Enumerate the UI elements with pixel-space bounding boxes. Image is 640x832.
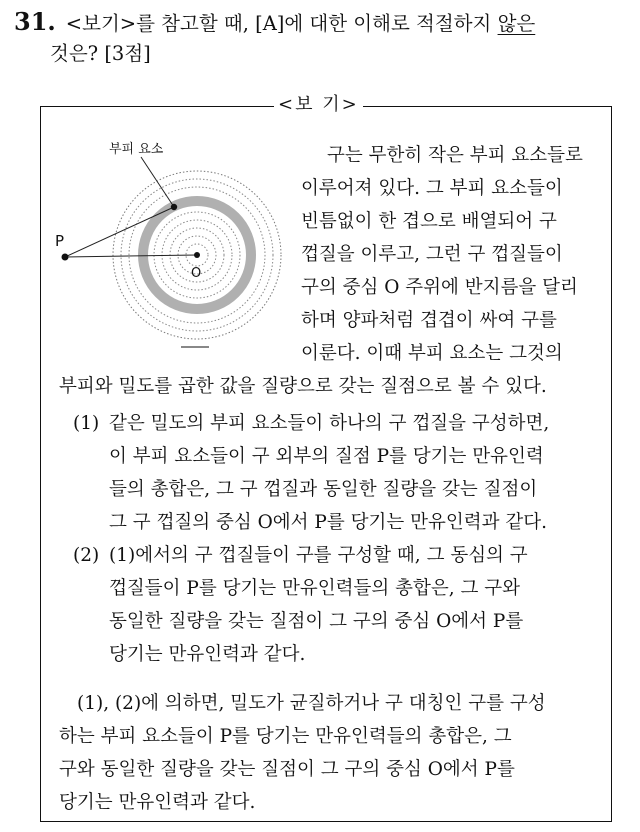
- question-line-1: [14, 8, 614, 38]
- question-stem: [14, 8, 614, 68]
- question-number: 31.: [14, 7, 56, 36]
- intro-line: 하며 양파처럼 겹겹이 싸여 구를: [301, 310, 557, 331]
- intro-line-full: 부피와 밀도를 곱한 값을 질량으로 갖는 질점으로 볼 수 있다.: [59, 376, 547, 397]
- intro-line: 구의 중심 O 주위에 반지름을 달리: [301, 277, 578, 298]
- bogi-box: [40, 94, 612, 822]
- item-line: (1)에서의 구 껍질들이 구를 구성할 때, 그 동심의 구: [109, 545, 528, 566]
- item-line: 들의 총합은, 그 구 껍질과 동일한 질량을 갖는 질점이: [109, 479, 538, 500]
- conclusion-paragraph: [59, 687, 607, 819]
- conclusion-line: (1), (2)에 의하면, 밀도가 균질하거나 구 대칭인 구를 구성: [77, 693, 546, 714]
- item-body: [109, 539, 609, 671]
- conclusion-line: 당기는 만유인력과 같다.: [59, 792, 256, 813]
- sphere-diagram: [49, 133, 309, 369]
- volume-element-label: 부피 요소: [109, 142, 164, 157]
- condition-item-2: [73, 539, 609, 671]
- line-p-to-element: [65, 207, 174, 257]
- intro-line: 구는 무한히 작은 부피 요소들로: [327, 145, 583, 166]
- question-text: <보기>를 참고할 때, [A]에 대한 이해로 적절하지: [65, 12, 498, 35]
- intro-line: 빈틈없이 한 겹으로 배열되어 구: [301, 211, 557, 232]
- item-line: 이 부피 요소들이 구 외부의 질점 P를 당기는 만유인력: [109, 446, 544, 467]
- point-p-dot: [62, 254, 69, 261]
- intro-paragraph-right: [301, 139, 613, 370]
- item-line: 당기는 만유인력과 같다.: [109, 644, 306, 665]
- center-o-label: O: [191, 266, 202, 281]
- intro-line: 껍질을 이루고, 그런 구 껍질들이: [301, 244, 563, 265]
- volume-element-dot: [171, 204, 177, 210]
- item-line: 같은 밀도의 부피 요소들이 하나의 구 껍질을 구성하면,: [109, 413, 550, 434]
- condition-item-1: [73, 407, 609, 539]
- item-line: 껍질들이 P를 당기는 만유인력들의 총합은, 그 구와: [109, 578, 521, 599]
- conclusion-line: 구와 동일한 질량을 갖는 질점이 그 구의 중심 O에서 P를: [59, 759, 515, 780]
- intro-line: 이룬다. 이때 부피 요소는 그것의: [301, 343, 563, 364]
- item-mark: (2): [73, 545, 100, 566]
- question-negation: 않은: [497, 12, 536, 35]
- bogi-title: <보 기>: [274, 91, 363, 119]
- conclusion-line: 하는 부피 요소들이 P를 당기는 만유인력들의 총합은, 그: [59, 726, 512, 747]
- item-line: 그 구 껍질의 중심 O에서 P를 당기는 만유인력과 같다.: [109, 512, 547, 533]
- item-line: 동일한 질량을 갖는 질점이 그 구의 중심 O에서 P를: [109, 611, 524, 632]
- point-p-label: P: [55, 232, 65, 250]
- question-line-2: 것은? [3점]: [50, 42, 151, 65]
- line-p-to-center: [65, 255, 197, 257]
- center-o-dot: [194, 252, 200, 258]
- item-body: [109, 407, 609, 539]
- intro-line: 이루어져 있다. 그 부피 요소들이: [301, 178, 563, 199]
- item-mark: (1): [73, 413, 100, 434]
